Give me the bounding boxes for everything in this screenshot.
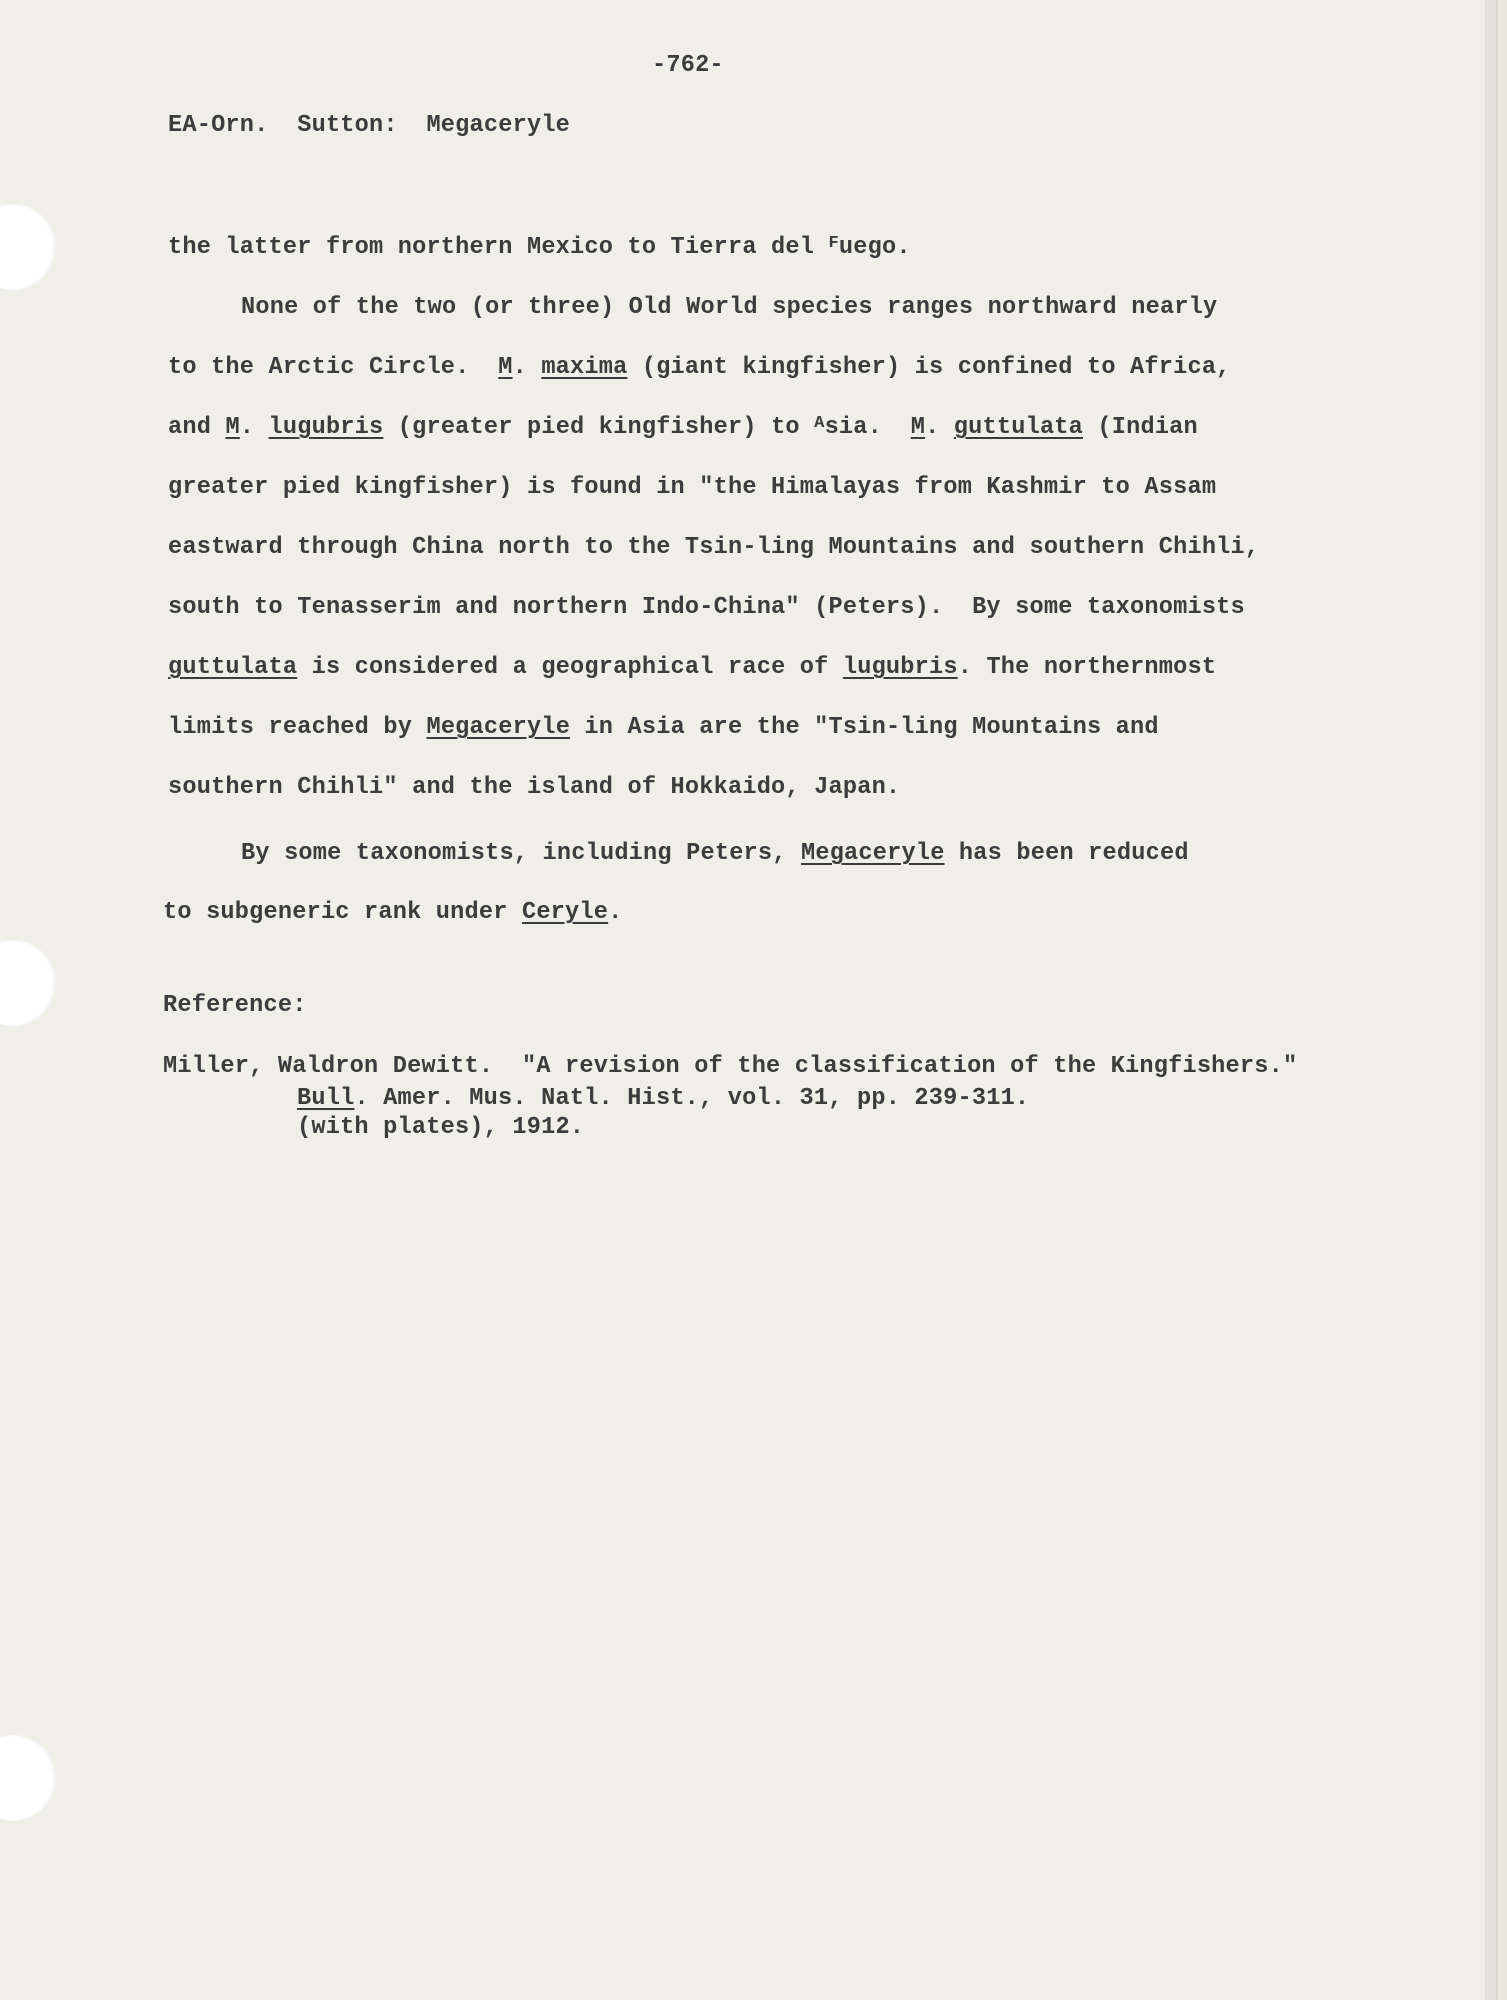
text-line: eastward through China north to the Tsin-ling Mountains and southern Chihli, (168, 534, 1260, 561)
underlined-term: lugubris (268, 414, 384, 441)
raised-letter: A (814, 414, 825, 433)
underlined-term: Ceryle (521, 899, 609, 926)
text-line: to subgeneric rank under Ceryle. (163, 899, 623, 926)
text-line: greater pied kingfisher) is found in "the Himalayas from Kashmir to Assam (168, 474, 1217, 501)
underlined-term: lugubris (842, 654, 958, 681)
underlined-term: M (225, 414, 240, 441)
reference-line: Bull. Amer. Mus. Natl. Hist., vol. 31, pp. 239-311. (297, 1085, 1030, 1112)
underlined-term: guttulata (168, 654, 298, 681)
punch-hole (0, 204, 56, 290)
text-line: limits reached by Megaceryle in Asia are the "Tsin-ling Mountains and (168, 714, 1159, 741)
underlined-term: M (910, 414, 926, 441)
underlined-term: M (498, 354, 513, 381)
underlined-term: Megaceryle (426, 714, 571, 741)
page-number: -762- (652, 52, 724, 79)
text-line: By some taxonomists, including Peters, Megaceryle has been reduced (241, 840, 1189, 867)
text-line: south to Tenasserim and northern Indo-China" (Peters). By some taxonomists (168, 594, 1245, 621)
punch-hole (0, 940, 56, 1026)
punch-hole (0, 1735, 56, 1821)
text-line: guttulata is considered a geographical race of lugubris. The northernmost (168, 654, 1217, 681)
reference-heading: Reference: (163, 992, 307, 1019)
page-edge (1485, 0, 1496, 2000)
text-line: the latter from northern Mexico to Tierra del $^F$uego. (168, 234, 911, 261)
underlined-term: guttulata (953, 414, 1084, 441)
underlined-term: Megaceryle (800, 840, 945, 867)
raised-letter: F (828, 234, 839, 253)
text-line: to the Arctic Circle. M. maxima (giant kingfisher) is confined to Africa, (168, 354, 1231, 381)
text-line: southern Chihli" and the island of Hokkaido, Japan. (168, 774, 901, 801)
page-header: EA-Orn. Sutton: Megaceryle (168, 112, 571, 139)
reference-line: Miller, Waldron Dewitt. "A revision of the classification of the Kingfishers." (163, 1053, 1298, 1080)
underlined-term: maxima (541, 354, 628, 381)
reference-line: (with plates), 1912. (297, 1114, 585, 1141)
underlined-term: Bull (297, 1085, 355, 1112)
text-line: and M. lugubris (greater pied kingfisher) to $^A$sia. M. guttulata (Indian (168, 414, 1198, 441)
text-line: None of the two (or three) Old World species ranges northward nearly (241, 294, 1218, 321)
